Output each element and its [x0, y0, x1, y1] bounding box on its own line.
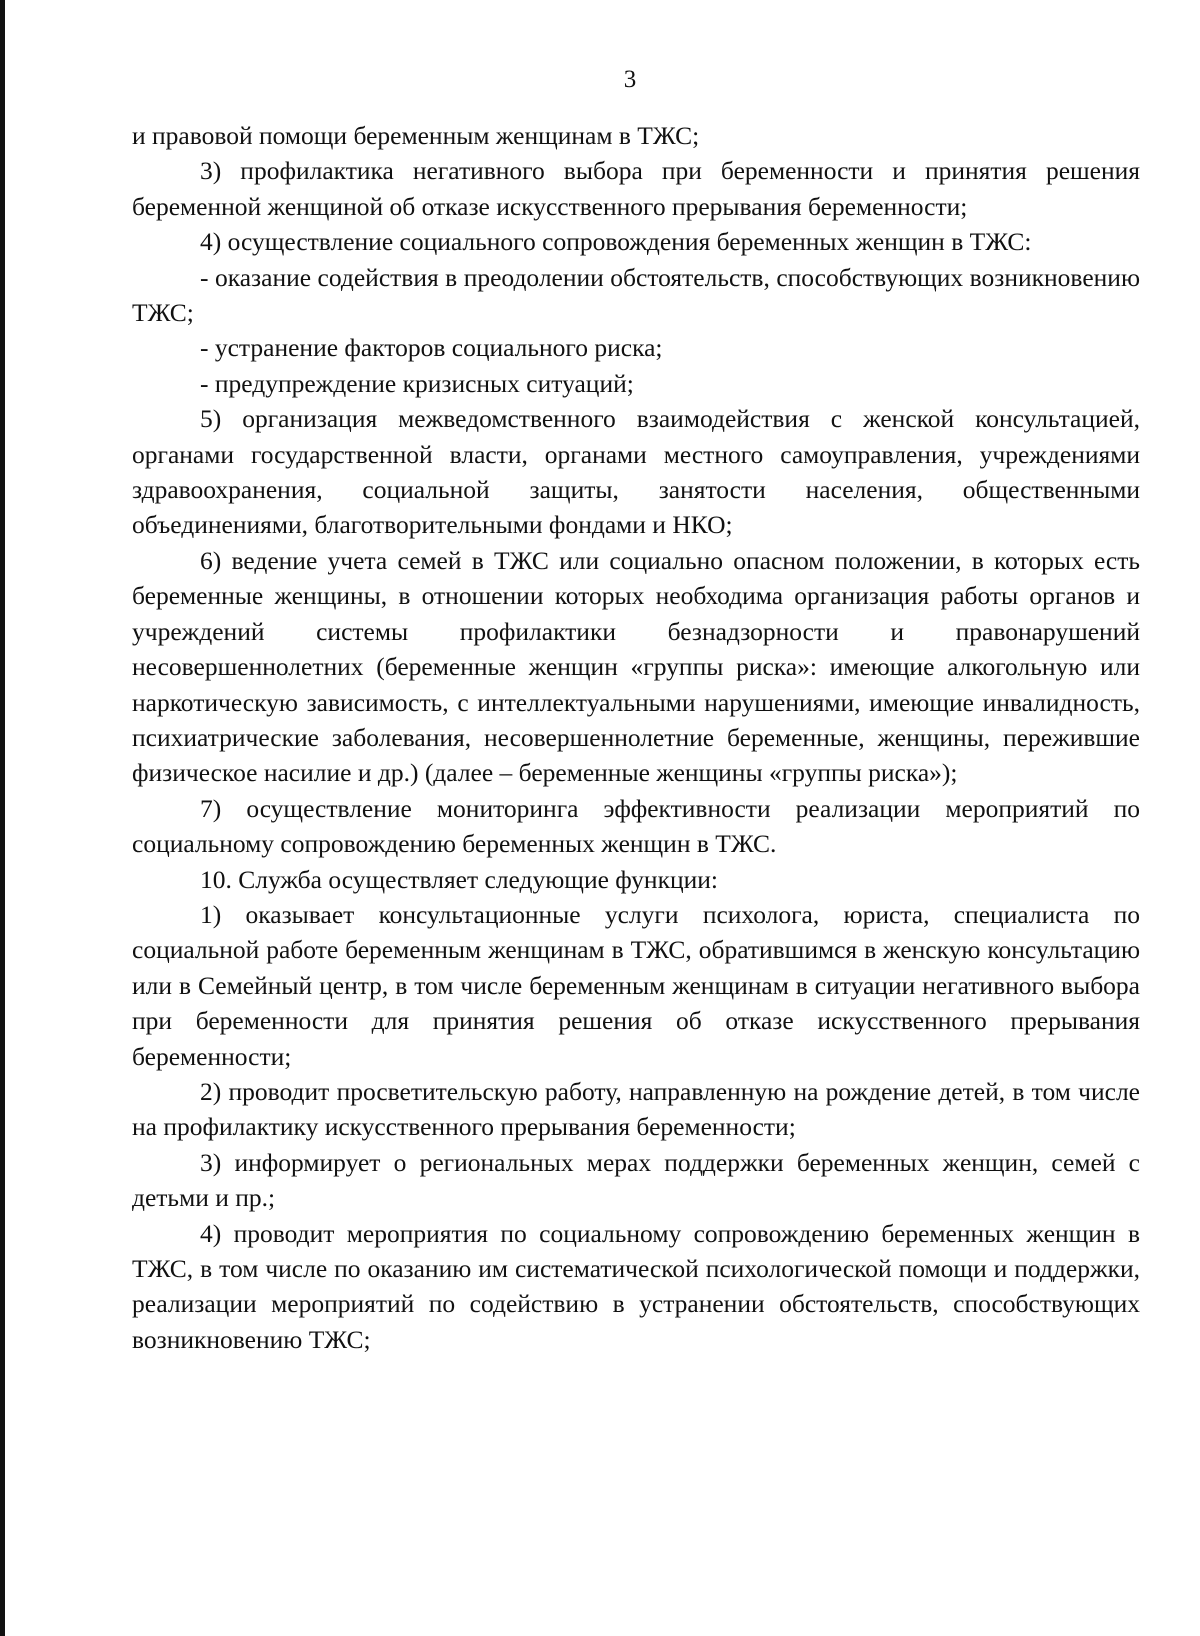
list-item-6-registration: 6) ведение учета семей в ТЖС или социально опасном положении, в которых есть беременные женщины, в отношении которых необходима организация работы органов и учреждений системы профилактики безнадзорности и правонарушений несовершеннолетних (беременные женщин «группы риска»: имеющие алкогольную или наркотическую зависимость, с интеллектуальными нарушениями, имеющие инвалидность, психиатрические заболевания, несовершеннолетние беременные, женщины, пережившие физическое насилие и др.) (далее – беременные женщины «группы риска»);	[132, 545, 1140, 788]
dash-item-assistance: - оказание содействия в преодолении обстоятельств, способствующих возникновению ТЖС;	[132, 262, 1140, 328]
list-item-3-prevention: 3) профилактика негативного выбора при беременности и принятия решения беременной женщиной об отказе искусственного прерывания беременности;	[132, 156, 1140, 221]
function-item-4-support-measures: 4) проводит мероприятия по социальному сопровождению беременных женщин в ТЖС, в том числе по оказанию им систематической психологической помощи и поддержки, реализации мероприятий по содействию в устранении обстоятельств, способствующих возникновению ТЖС;	[132, 1218, 1140, 1354]
list-item-5-interagency: 5) организация межведомственного взаимодействия с женской консультацией, органами государственной власти, органами местного самоуправления, учреждениями здравоохранения, социальной защиты, занятости населения, общественными объединениями, благотворительными фондами и НКО;	[132, 404, 1140, 540]
dash-item-risk-factors: - устранение факторов социального риска;	[200, 333, 663, 363]
section-10-heading: 10. Служба осуществляет следующие функции:	[200, 864, 718, 894]
scan-edge	[0, 0, 5, 1636]
list-item-7-monitoring: 7) осуществление мониторинга эффективности реализации мероприятий по социальному сопровождению беременных женщин в ТЖС.	[132, 793, 1140, 859]
page-number: 3	[623, 66, 637, 93]
list-item-4-social-support: 4) осуществление социального сопровождения беременных женщин в ТЖС:	[200, 227, 1032, 257]
function-item-1-consulting: 1) оказывает консультационные услуги психолога, юриста, специалиста по социальной работе беременным женщинам в ТЖС, обратившимся в женскую консультацию или в Семейный центр, в том числе беременным женщинам в ситуации негативного выбора при беременности для принятия решения об отказе искусственного прерывания беременности;	[132, 899, 1140, 1071]
function-item-2-education: 2) проводит просветительскую работу, направленную на рождение детей, в том числе на профилактику искусственного прерывания беременности;	[132, 1076, 1140, 1142]
document-body	[132, 118, 1140, 1357]
dash-item-crisis-prevention: - предупреждение кризисных ситуаций;	[200, 368, 634, 398]
function-item-3-informing: 3) информирует о региональных мерах поддержки беременных женщин, семей с детьми и пр.;	[132, 1147, 1140, 1213]
paragraph-continuation: и правовой помощи беременным женщинам в ТЖС;	[132, 121, 700, 150]
